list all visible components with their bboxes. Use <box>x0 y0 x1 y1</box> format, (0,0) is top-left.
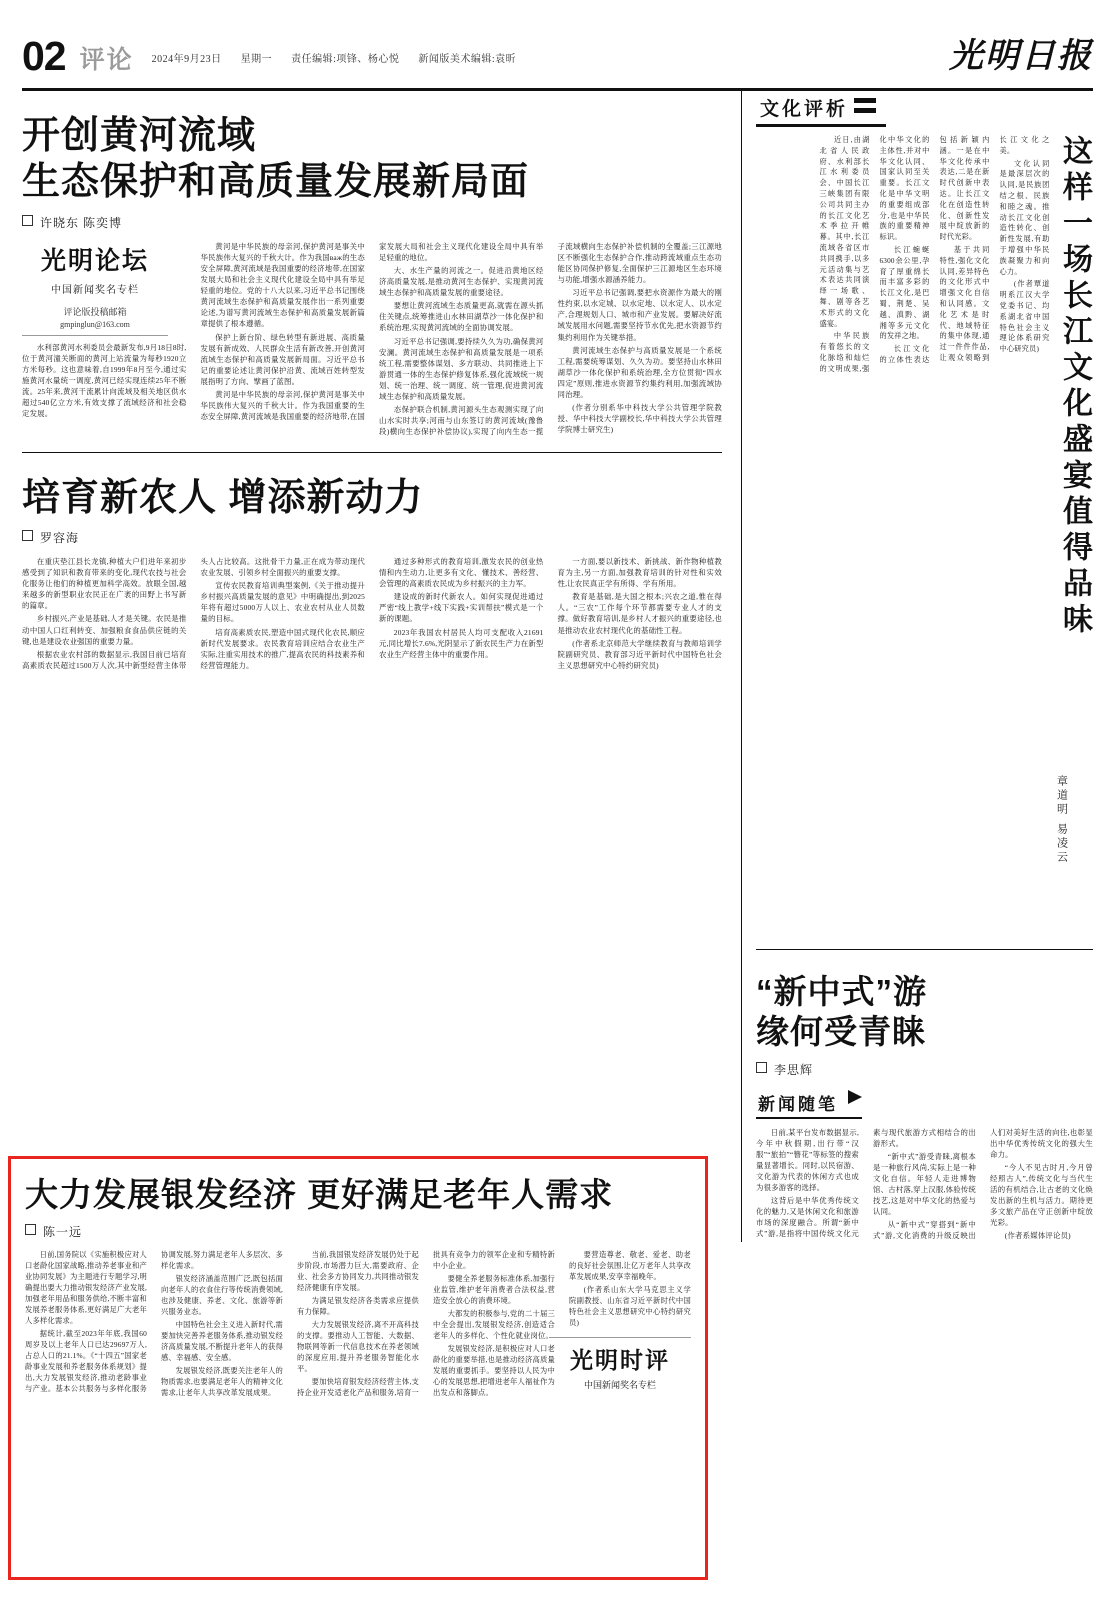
badge-subtitle: 中国新闻奖名专栏 <box>583 1379 656 1390</box>
badge-brand: 光明时评 <box>570 1347 670 1373</box>
section-title: 评论 <box>79 47 134 74</box>
divider <box>756 949 1093 950</box>
boxed-byline <box>25 1223 691 1240</box>
paragraph: 根据农业农村部的数据显示,我国目前已培育高素质农民超过1500万人次,其中新型经营主体带头人占比较高。这批骨干力量,正在成为带动现代农业发展、引领乡村全面振兴的重要支撑。 <box>22 556 365 670</box>
second-byline <box>22 529 722 546</box>
paragraph: 据统计,截至2023年年底,我国60周岁及以上老年人口已达29697万人,占总人口的21.1%。《“十四五”国家老龄事业发展和养老服务体系规划》提出,大力发展银发经济,推动老龄事业与产业。基本公共服务与多样化服务协调发展,努力满足老年人多层次、多样化需求。 <box>25 1250 283 1393</box>
submission-note: 评论版投稿邮箱 <box>63 306 127 317</box>
news-notes-tag <box>756 1088 862 1119</box>
paragraph: 习近平总书记强调,要持续久久为功,确保黄河安澜。黄河流域生态保护和高质量发展是一项系统工程,需要整体谋划、多方联动、共同推进上下游贯通一体的生态保护修复体系,强化流域统一规划、统一治理、统一调度、统一管理,促进黄河流域生态保护和高质量发展。 <box>379 336 544 402</box>
main-headline-line-2: 生态保护和高质量发展新局面 <box>22 161 530 204</box>
main-headline-line-1: 开创黄河流域 <box>22 115 257 157</box>
main-headline <box>22 113 722 206</box>
byline-text: 许晓东 陈奕博 <box>40 215 123 230</box>
paragraph: 黄河是中华民族的母亲河,保护黄河是事关中华民族伟大复兴的千秋大计。作为我国重要的生态安全屏障,黄河流域是我国重要的经济地带,在国家发展大局和社会主义现代化建设全局中具有举足轻重的地位。 <box>200 241 544 422</box>
paragraph: 发展银发经济,是积极应对人口老龄化的重要举措,也是推动经济高质量发展的重要抓手。要坚持以人民为中心的发展思想,把增进老年人福祉作为出发点和落脚点。 <box>433 1343 555 1397</box>
author-note: (作者覃道明系江汉大学党委书记、均系湖北省中国特色社会主义理论体系研究中心研究员) <box>999 280 1050 354</box>
flag-icon <box>854 98 876 113</box>
newspaper-page <box>0 10 1115 1602</box>
paragraph: 黄河流域生态保护与高质量发展是一个系统工程,需要统筹谋划、久久为功。要坚持山水林田湖草沙一体化保护和系统治理,全方位贯彻“四水四定”原则,推进水资源节约集约利用,加强流域协同治理。 <box>557 345 722 400</box>
feature-headline: 这样一场长江文化盛宴值得品味 <box>1058 135 1091 639</box>
paragraph: 日前,国务院以《实施积极应对人口老龄化国家战略,推动养老事业和产业协同发展》为主题进行专题学习,明确提出要大力推动银发经济产业发展,加强老年用品和服务供给,不断丰富和发展养老服务体系,更好满足广大老年人多样化需求。 <box>25 1250 147 1325</box>
paragraph: 大都发的积极参与,党的二十届三中全会提出,发展银发经济,创造适合老年人的多样化、个性化就业岗位。 <box>433 1308 555 1340</box>
paragraph: 要营造尊老、敬老、爱老、助老的良好社会氛围,让亿万老年人共享改革发展成果,安享幸福晚年。 <box>569 1250 691 1282</box>
headline-line-2: 缘何受青睐 <box>756 1013 926 1051</box>
square-icon <box>25 1224 36 1235</box>
masthead <box>22 10 1093 91</box>
divider <box>22 452 722 453</box>
masthead-meta <box>152 50 533 65</box>
paragraph: 从“新中式”穿搭到“新中式”游,文化消费的升级反映出人们对美好生活的向往,也彰显出中华优秀传统文化的强大生命力。 <box>873 1127 1093 1241</box>
paragraph: 宣传农民教育培训典型案例,《关于推动提升乡村振兴高质量发展的意见》中明确提出,到2025年将有超过5000万人以上、农业农村从业人员数量的目标。 <box>200 581 365 624</box>
responsible-editor: 责任编辑:项锋、杨心悦 <box>291 54 400 65</box>
feature-article-1 <box>756 135 1093 935</box>
column-brand: 光明论坛 <box>40 247 149 275</box>
author-note: (作者分别系华中科技大学公共管理学院教授、华中科技大学副校长,华中科技大学公共管理学院博士研究生) <box>557 403 722 435</box>
boxed-headline: 大力发展银发经济 更好满足老年人需求 <box>25 1176 614 1213</box>
main-article-body <box>22 241 722 438</box>
paragraph: 发展银发经济,既要关注老年人的物质需求,也要满足老年人的精神文化需求,让老年人共享改革发展成果。 <box>161 1365 283 1397</box>
submission-email: gmpinglun@163.com <box>60 319 130 329</box>
paragraph: 保护上新台阶、绿色转型有新进展、高质量发展有新成效、人民群众生活有新改善,开创黄河流域生态保护和高质量发展新局面。习近平总书记的重要论述让黄河保护沿黄、流域百姓转型发展指明了方向、擘画了蓝图。 <box>200 332 365 387</box>
guangming-commentary-badge <box>549 1337 691 1391</box>
culture-review-tag-label: 文化评析 <box>760 99 849 120</box>
paragraph: 长江文化的立体性表达包括新颖内涵。一是在中华文化传承中表达,二是在新时代创新中表达。让长江文化在创造性转化、创新性发展中绽放新的时代光彩。 <box>879 136 990 364</box>
right-column <box>741 91 1093 1242</box>
news-essay-byline <box>756 1061 1093 1078</box>
paragraph: 建设成的新时代新农人。如何实现促进通过严密“线上教学+线下实践+实训帮扶”模式是一个新的课题。 <box>379 592 544 624</box>
news-notes-tag-label: 新闻随笔 <box>758 1094 838 1114</box>
paragraph: 要加快培育银发经济经营主体,支持企业开发适老化产品和服务,培育一批具有竞争力的领军企业和专精特新中小企业。 <box>297 1250 555 1397</box>
headline-line-1: “新中式”游 <box>756 973 927 1010</box>
feature-byline: 章道明 易凌云 <box>1055 775 1068 865</box>
byline-text: 陈一远 <box>43 1225 83 1240</box>
second-article-body <box>22 556 722 671</box>
paragraph: 要想让黄河流域生态质量更高,就需在源头抓住关键点,统筹推进山水林田湖草沙一体化保护和系统治理,实现黄河流域的全面协调发展。 <box>379 301 544 333</box>
paragraph: 水利部黄河水利委员会最新发布,9月18日8时,位于黄河潼关断面的黄河上站流量为每秒1920立方米每秒。这也意味着,自1999年8月至今,通过实施黄河水量统一调度,黄河已经实现连续25年不断流。25年来,黄河干流累计向流域及相关地区供水超过540亿立方米,有效支撑了流域经济和社会稳定发展。 <box>22 342 187 419</box>
page-number: 02 <box>22 33 66 79</box>
weekday: 星期一 <box>240 54 273 65</box>
square-icon <box>22 530 33 541</box>
paragraph: 通过多种形式的教育培训,激发农民的创业热情和内生动力,让更多有文化、懂技术、善经营、会管理的高素质农民成为乡村振兴的主力军。 <box>379 556 544 589</box>
highlighted-article <box>8 1156 708 1580</box>
paragraph: 要健全养老服务标准体系,加强行业监管,维护老年消费者合法权益,营造安全放心的消费环境。 <box>433 1274 555 1305</box>
byline-text: 罗容海 <box>40 530 80 545</box>
news-essay-body <box>756 1127 1093 1242</box>
paragraph: “新中式”游受青睐,离根本是一种旅行风尚,实际上是一种文化自信。年轻人走进博物馆、古村落,穿上汉服,体验传统技艺,这是对中华文化的热爱与认同。 <box>873 1151 976 1217</box>
square-icon <box>756 1062 767 1073</box>
author-note: (作者系媒体评论员) <box>1004 1231 1071 1241</box>
byline-text: 李思辉 <box>774 1062 814 1077</box>
paragraph: 大力发展银发经济,离不开高科技的支撑。要推动人工智能、大数据、物联网等新一代信息技术在养老领域的深度应用,提升养老服务智能化水平。 <box>297 1319 419 1373</box>
paragraph: 中国特色社会主义进入新时代,需要加快完善养老服务体系,推动银发经济高质量发展,不断提升老年人的获得感、幸福感、安全感。 <box>161 1319 283 1362</box>
author-note: (作者系山东大学马克思主义学院副教授、山东省习近平新时代中国特色社会主义思想研究中心特约研究员) <box>569 1285 691 1327</box>
paragraph: 为满足银发经济各类需求应提供有力保障。 <box>297 1296 419 1316</box>
paragraph: 习近平总书记强调,要把水资源作为最大的刚性约束,以水定城、以水定地、以水定人、以水定产,合理规划人口、城市和产业发展。要解决好流域发展用水问题,需要坚持节水优先,把水资源节约集约利用作为关键举措。 <box>557 288 722 342</box>
main-byline <box>22 214 722 231</box>
paragraph: 一方面,要以新技术、新挑战、新作物种植教育为主,另一方面,加强教育培训的针对性和实效性,让农民真正学有所得、学有所用。 <box>557 556 722 589</box>
paragraph: “今人不见古时月,今月曾经照古人”,传统文化与当代生活的有机结合,让古老的文化焕发出新的生机与活力。期待更多文旅产品在守正创新中绽放光彩。 <box>990 1162 1093 1228</box>
paragraph: 黄河是中华民族的母亲河,保护黄河是事关中华民族伟大复兴的千秋大计。作为我国важ的生态安全屏障,黄河流域是我国重要的经济地带,在国家发展大局和社会主义现代化建设全局中具有举足轻重的地位。党的十八大以来,习近平总书记围绕黄河流域生态保护和高质量发展作出一系列重要论述,为谱写黄河流域生态保护和高质量发展新篇章提供了根本遵循。 <box>200 241 365 329</box>
page-body <box>22 91 1093 1242</box>
paper-logo: 光明日报 <box>949 38 1093 75</box>
paragraph: 近日,由湖北省人民政府、水利部长江水利委员会、中国长江三峡集团有限公司共同主办的长江文化艺术季拉开帷幕。其中,长江流域各省区市共同携手,以多元活动集与艺术表达共同演绎一场歌、舞、剧等各艺术形式的文化盛宴。 <box>819 136 870 328</box>
publish-date: 2024年9月23日 <box>151 54 222 65</box>
column-subtitle: 中国新闻奖名专栏 <box>51 284 139 296</box>
paragraph: 在重庆垫江县长龙镇,种植大户们进年来初步感受到了知识和教育带来的变化,现代农技与社会化服务让他们的种植更加科学高效。放眼全国,越来越多的新型职业农民正在广袤的田野上书写新的篇章。 <box>22 556 187 611</box>
paragraph: 态保护联合机制,黄河源头生态观测实现了向山水实时共享;河南与山东签订的黄河流域(豫鲁段)横向生态保护补偿协议),实现了向内生态一揽子流域横向生态保护补偿机制的全覆盖;三江源地区不断强化生态保护合作,推动跨流域重点生态功能区协同保护修复,全面保护三江源地区生态环境与功能,增强水源涵养能力。 <box>379 241 722 437</box>
paragraph: 乡村振兴,产业是基础,人才是关键。农民是推动中国人口红利转变、加强粮食食品供应链的关键,也是建设农业强国的重要力量。 <box>22 614 187 646</box>
paragraph: 教育是基础,是大国之根本;兴农之道,惟在得人。“三农”工作每个环节都需要专业人才的支撑。做好教育培训,是乡村人才振兴的重要途径,也是推动农业农村现代化的基础性工程。 <box>557 592 722 635</box>
paragraph: 银发经济涵盖范围广泛,既包括面向老年人的衣食住行等传统消费领域,也涉及健康、养老、文化、旅游等新兴服务业态。 <box>161 1274 283 1316</box>
paragraph: 文化认同是最深层次的认同,是民族团结之根、民族和睦之魂。推动长江文化创造性转化、创新性发展,有助于增强中华民族凝聚力和向心力。 <box>999 159 1050 276</box>
boxed-article-body <box>25 1250 691 1398</box>
news-essay-headline <box>756 972 1093 1053</box>
paragraph: 2023年我国农村居民人均可支配收入21691元,同比增长7.6%,光阴显示了新农民生产力在新型农业生产经营主体中的重要作用。 <box>379 627 544 659</box>
author-note: (作者系北京师范大学继续教育与教师培训学院副研究员、教育部习近平新时代中国特色社会主义思想研究中心特约研究员) <box>557 638 722 670</box>
feature-body <box>820 135 1050 375</box>
art-editor: 新闻版美术编辑:袁昕 <box>418 54 517 65</box>
paragraph: 日前,某平台发布数据显示,今年中秋假期,出行带“汉服”“旅拍”“簪花”等标签的搜索量显著增长。同时,以民宿游、文化游为代表的休闲方式也成为很多游客的选择。 <box>756 1127 859 1193</box>
paragraph: 培育高素质农民,塑造中国式现代化农民,顺应新时代发展要求。农民教育培训应结合农业生产实际,注重实用技术的推广,提高农民的科技素养和经营管理能力。 <box>200 627 365 670</box>
vertical-title-group <box>1050 135 1094 935</box>
paragraph: 当前,我国银发经济发展仍处于起步阶段,市场潜力巨大,需要政府、企业、社会多方协同发力,共同推动银发经济健康有序发展。 <box>297 1250 419 1293</box>
left-column <box>22 91 722 671</box>
paragraph: 大、水生产量的河流之一。促进沿黄地区经济高质量发展,是推动黄河生态保护、实现黄河流域生态保护和高质量发展的重要途径。 <box>379 265 544 298</box>
paragraph: 长江蜿蜒6300余公里,孕育了厚重绵长而丰富多彩的长江文化,是巴蜀、荆楚、吴越、滇黔、湖湘等多元文化的发祥之地。 <box>879 245 930 341</box>
second-headline: 培育新农人 增添新动力 <box>22 476 424 519</box>
paragraph: 中华民族有着悠长的文化脉络和灿烂的文明成果,强化中华文化的主体性,并对中华文化认同、国家认同至关重要。长江文化是中华文明的重要组成部分,也是中华民族的重要精神标识。 <box>819 136 930 373</box>
culture-review-tag <box>756 91 886 127</box>
paragraph: 基于共同特性,强化文化认同,差异特色的文化形式中增强文化自信和认同感。文化艺术是时代、地域特征的集中体现,通过一件件作品,让观众领略到长江文化之美。 <box>939 136 1050 362</box>
guangming-forum-box <box>22 241 168 336</box>
square-icon <box>22 215 33 226</box>
paragraph: 这背后是中华优秀传统文化的魅力,又是休闲文化和旅游市场的深度融合。所谓“新中式”游,是指将中国传统文化元素与现代旅游方式相结合的出游形式。 <box>756 1127 976 1239</box>
